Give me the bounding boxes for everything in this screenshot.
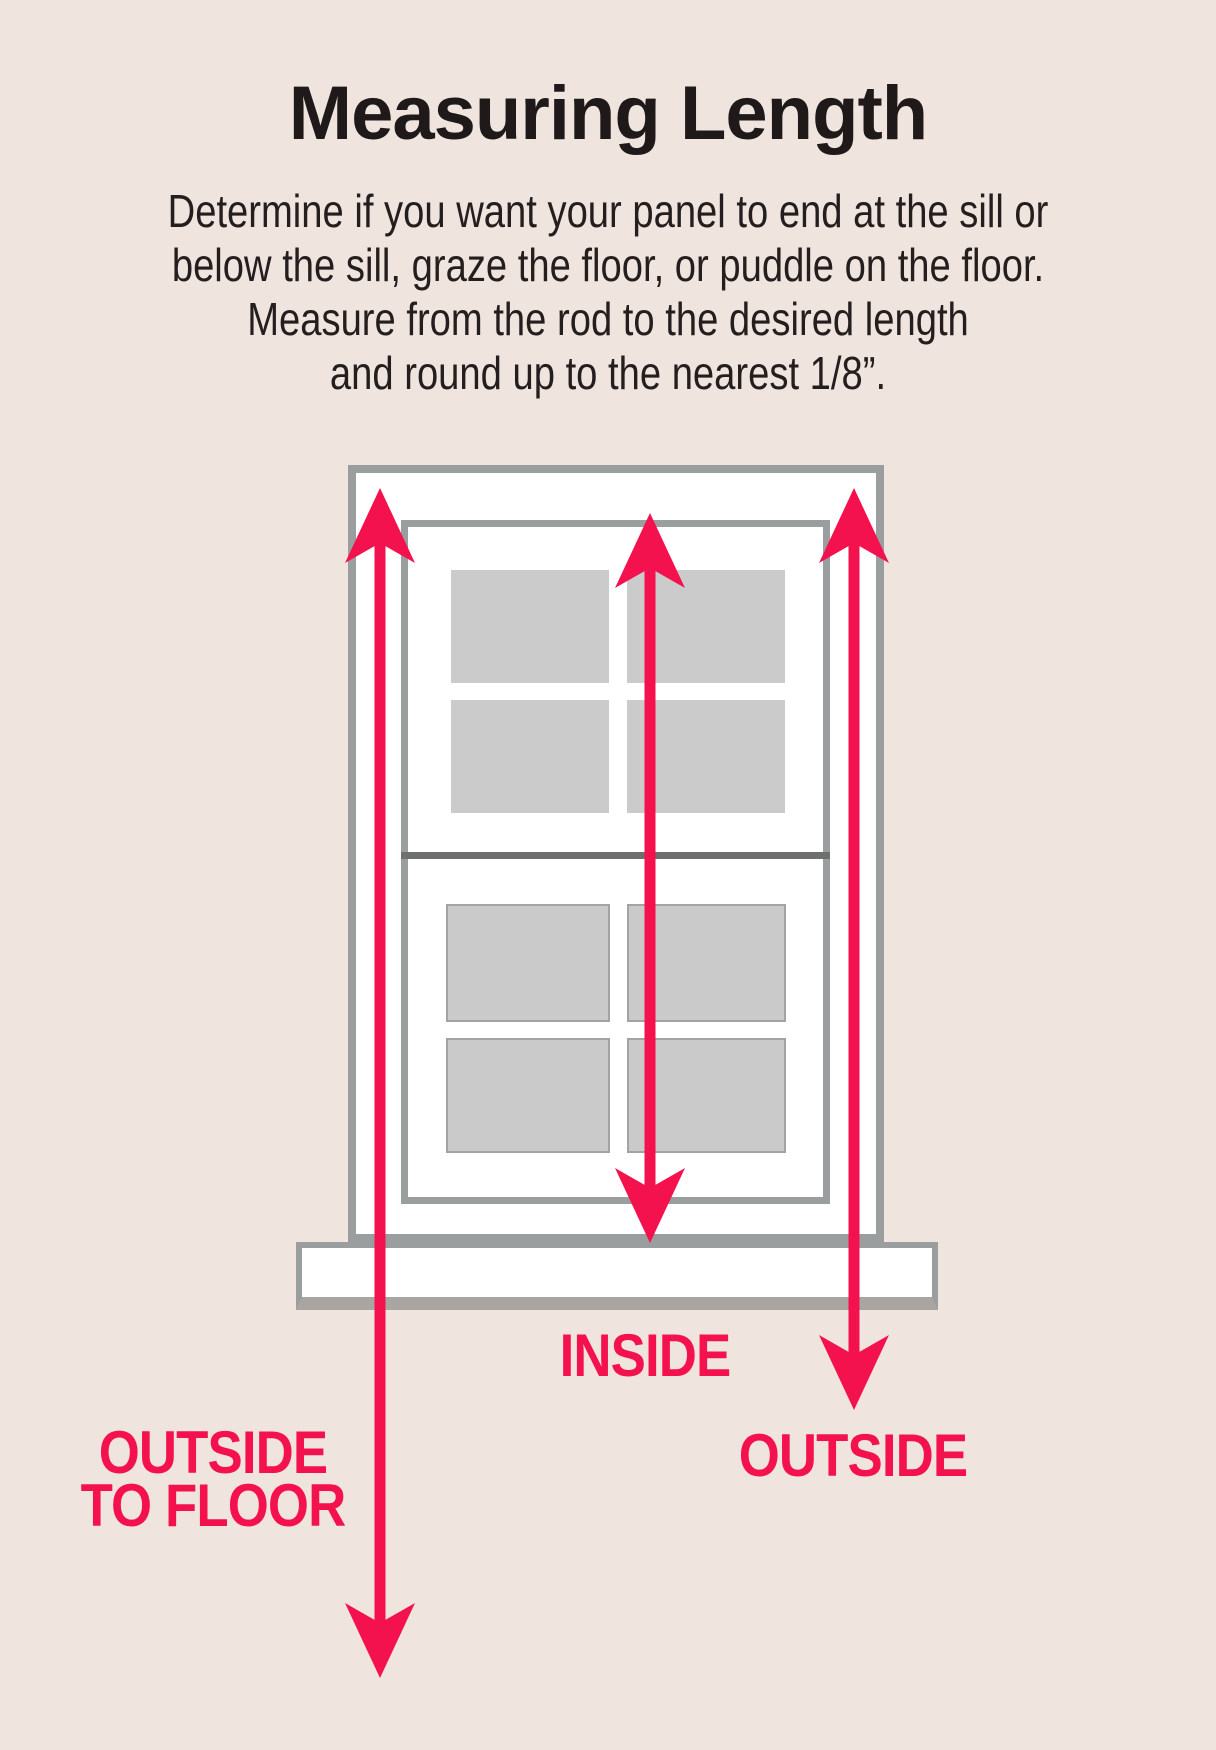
window-pane (446, 1038, 610, 1153)
label-outside-to-floor-line: OUTSIDE (98, 1419, 328, 1486)
description (103, 184, 1112, 400)
window-pane (627, 904, 786, 1022)
window-meeting-rail (401, 852, 830, 859)
page-title: Measuring Length (288, 71, 928, 156)
label-inside: INSIDE (559, 1322, 731, 1389)
label-outside: OUTSIDE (738, 1422, 968, 1489)
description-line: and round up to the nearest 1/8”. (329, 347, 887, 399)
window-pane (627, 570, 785, 683)
window-pane (627, 700, 785, 813)
description-line: Determine if you want your panel to end at the sill or (167, 185, 1049, 237)
label-outside-to-floor (37, 1419, 389, 1539)
window-pane (451, 700, 609, 813)
window-pane (446, 904, 610, 1022)
label-outside-to-floor-line: TO FLOOR (80, 1472, 346, 1539)
window-sill (296, 1242, 938, 1310)
description-line: below the sill, graze the floor, or puddle on the floor. (171, 239, 1045, 291)
description-line: Measure from the rod to the desired length (247, 293, 969, 345)
window-pane (627, 1038, 786, 1153)
window-pane (451, 570, 609, 683)
